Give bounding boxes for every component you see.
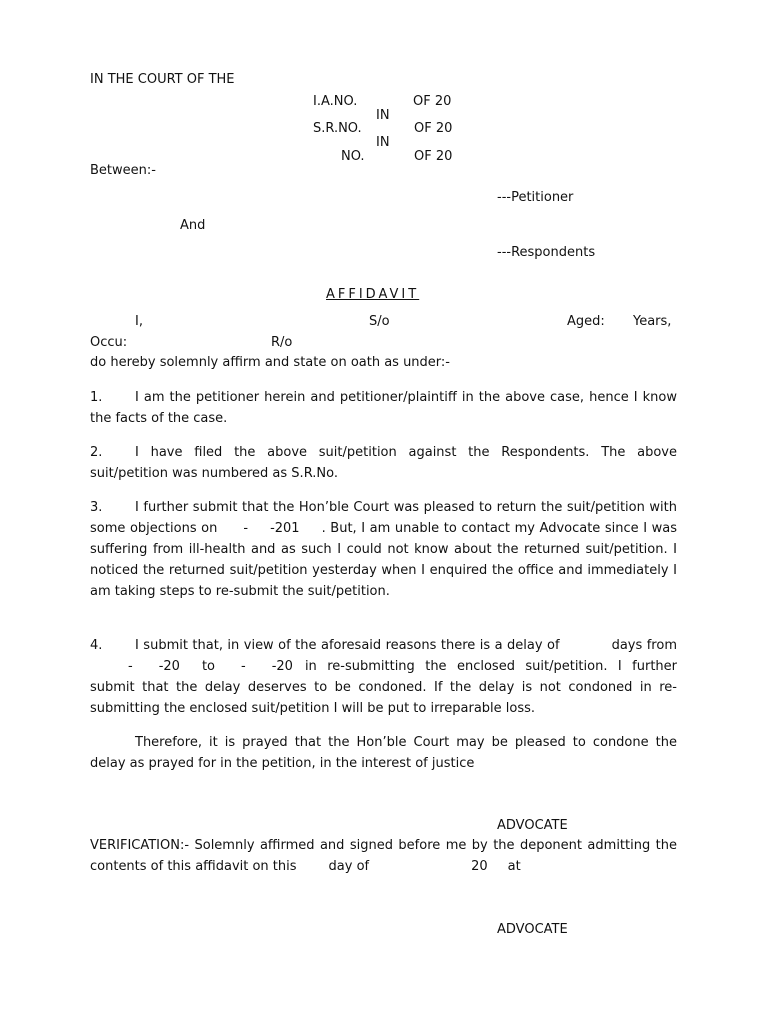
deponent-years: Years, <box>633 314 672 329</box>
respondents-label: ---Respondents <box>497 245 596 260</box>
ia-no-year: OF 20 <box>413 94 452 109</box>
paragraph-4-days: days <box>611 638 643 653</box>
paragraph-3-text-a: I further submit that the Hon’ble Court was pleased to return the suit/petition with some objections on <box>90 500 677 536</box>
deponent-ro: R/o <box>271 335 293 350</box>
and-label: And <box>180 218 206 233</box>
paragraph-4-year-1: -20 <box>158 659 180 674</box>
paragraph-3-date-year: -201 <box>270 521 300 536</box>
prayer-text: Therefore, it is prayed that the Hon’ble Court may be pleased to condone the delay as prayed for in the petition, in the interest of justice <box>90 735 677 771</box>
paragraph-4-to: to <box>201 659 215 674</box>
verification-text: VERIFICATION:- Solemnly affirmed and signed before me by the deponent admitting the contents of this affidavit on this <box>90 838 677 874</box>
ia-no-label: I.A.NO. <box>313 94 358 109</box>
paragraph-3-number: 3. <box>90 500 103 515</box>
paragraph-4-number: 4. <box>90 638 103 653</box>
sr-no-label: S.R.NO. <box>313 121 362 136</box>
advocate-signature-2: ADVOCATE <box>497 922 568 937</box>
no-label: NO. <box>341 149 365 164</box>
affidavit-title: AFFIDAVIT <box>326 287 420 302</box>
advocate-signature-1: ADVOCATE <box>497 818 568 833</box>
court-heading: IN THE COURT OF THE <box>90 72 235 87</box>
deponent-so: S/o <box>369 314 390 329</box>
between-label: Between:- <box>90 163 156 178</box>
paragraph-4-dash-1: - <box>128 659 133 674</box>
sr-no-year: OF 20 <box>414 121 453 136</box>
paragraph-2-text: I have filed the above suit/petition against the Respondents. The above suit/petition was numbered as S.R.No. <box>90 445 677 481</box>
deponent-i: I, <box>135 314 143 329</box>
paragraph-3 <box>90 497 677 602</box>
verification-year: 20 <box>471 859 488 874</box>
petitioner-label: ---Petitioner <box>497 190 574 205</box>
paragraph-4-text-a: I submit that, in view of the aforesaid reasons there is a delay of <box>135 638 560 653</box>
deponent-aged: Aged: <box>567 314 605 329</box>
prayer-paragraph <box>90 732 677 774</box>
paragraph-1-number: 1. <box>90 390 103 405</box>
in-label-2: IN <box>376 135 390 150</box>
verification-paragraph <box>90 835 677 877</box>
paragraph-1 <box>90 387 677 429</box>
paragraph-2 <box>90 442 677 484</box>
affirm-statement: do hereby solemnly affirm and state on oath as under:- <box>90 355 450 370</box>
paragraph-3-text-b: . But, I am unable to contact my Advocate since I was suffering from ill-health and as such I could not know about the returned suit/petition. I noticed the returned suit/petition yesterday when I enquired the office and immediately I am taking steps to re-submit the suit/petition. <box>90 521 677 599</box>
paragraph-3-date-dash: - <box>243 521 249 536</box>
paragraph-4-dash-2: - <box>241 659 246 674</box>
paragraph-4-year-2: -20 <box>271 659 293 674</box>
paragraph-2-number: 2. <box>90 445 103 460</box>
no-year: OF 20 <box>414 149 453 164</box>
paragraph-1-text: I am the petitioner herein and petitioner/plaintiff in the above case, hence I know the facts of the case. <box>90 390 677 426</box>
in-label-1: IN <box>376 108 390 123</box>
verification-day-of: day of <box>328 859 370 874</box>
verification-at: at <box>507 859 521 874</box>
paragraph-4-from: from <box>646 638 677 653</box>
deponent-occu: Occu: <box>90 335 128 350</box>
paragraph-4 <box>90 635 677 719</box>
paragraph-4-text-b: in re-submitting the enclosed suit/petition. I further submit that the delay deserves to be condoned. If the delay is not condoned in re-submitting the enclosed suit/petition I will be put to irreparable loss. <box>90 659 677 716</box>
